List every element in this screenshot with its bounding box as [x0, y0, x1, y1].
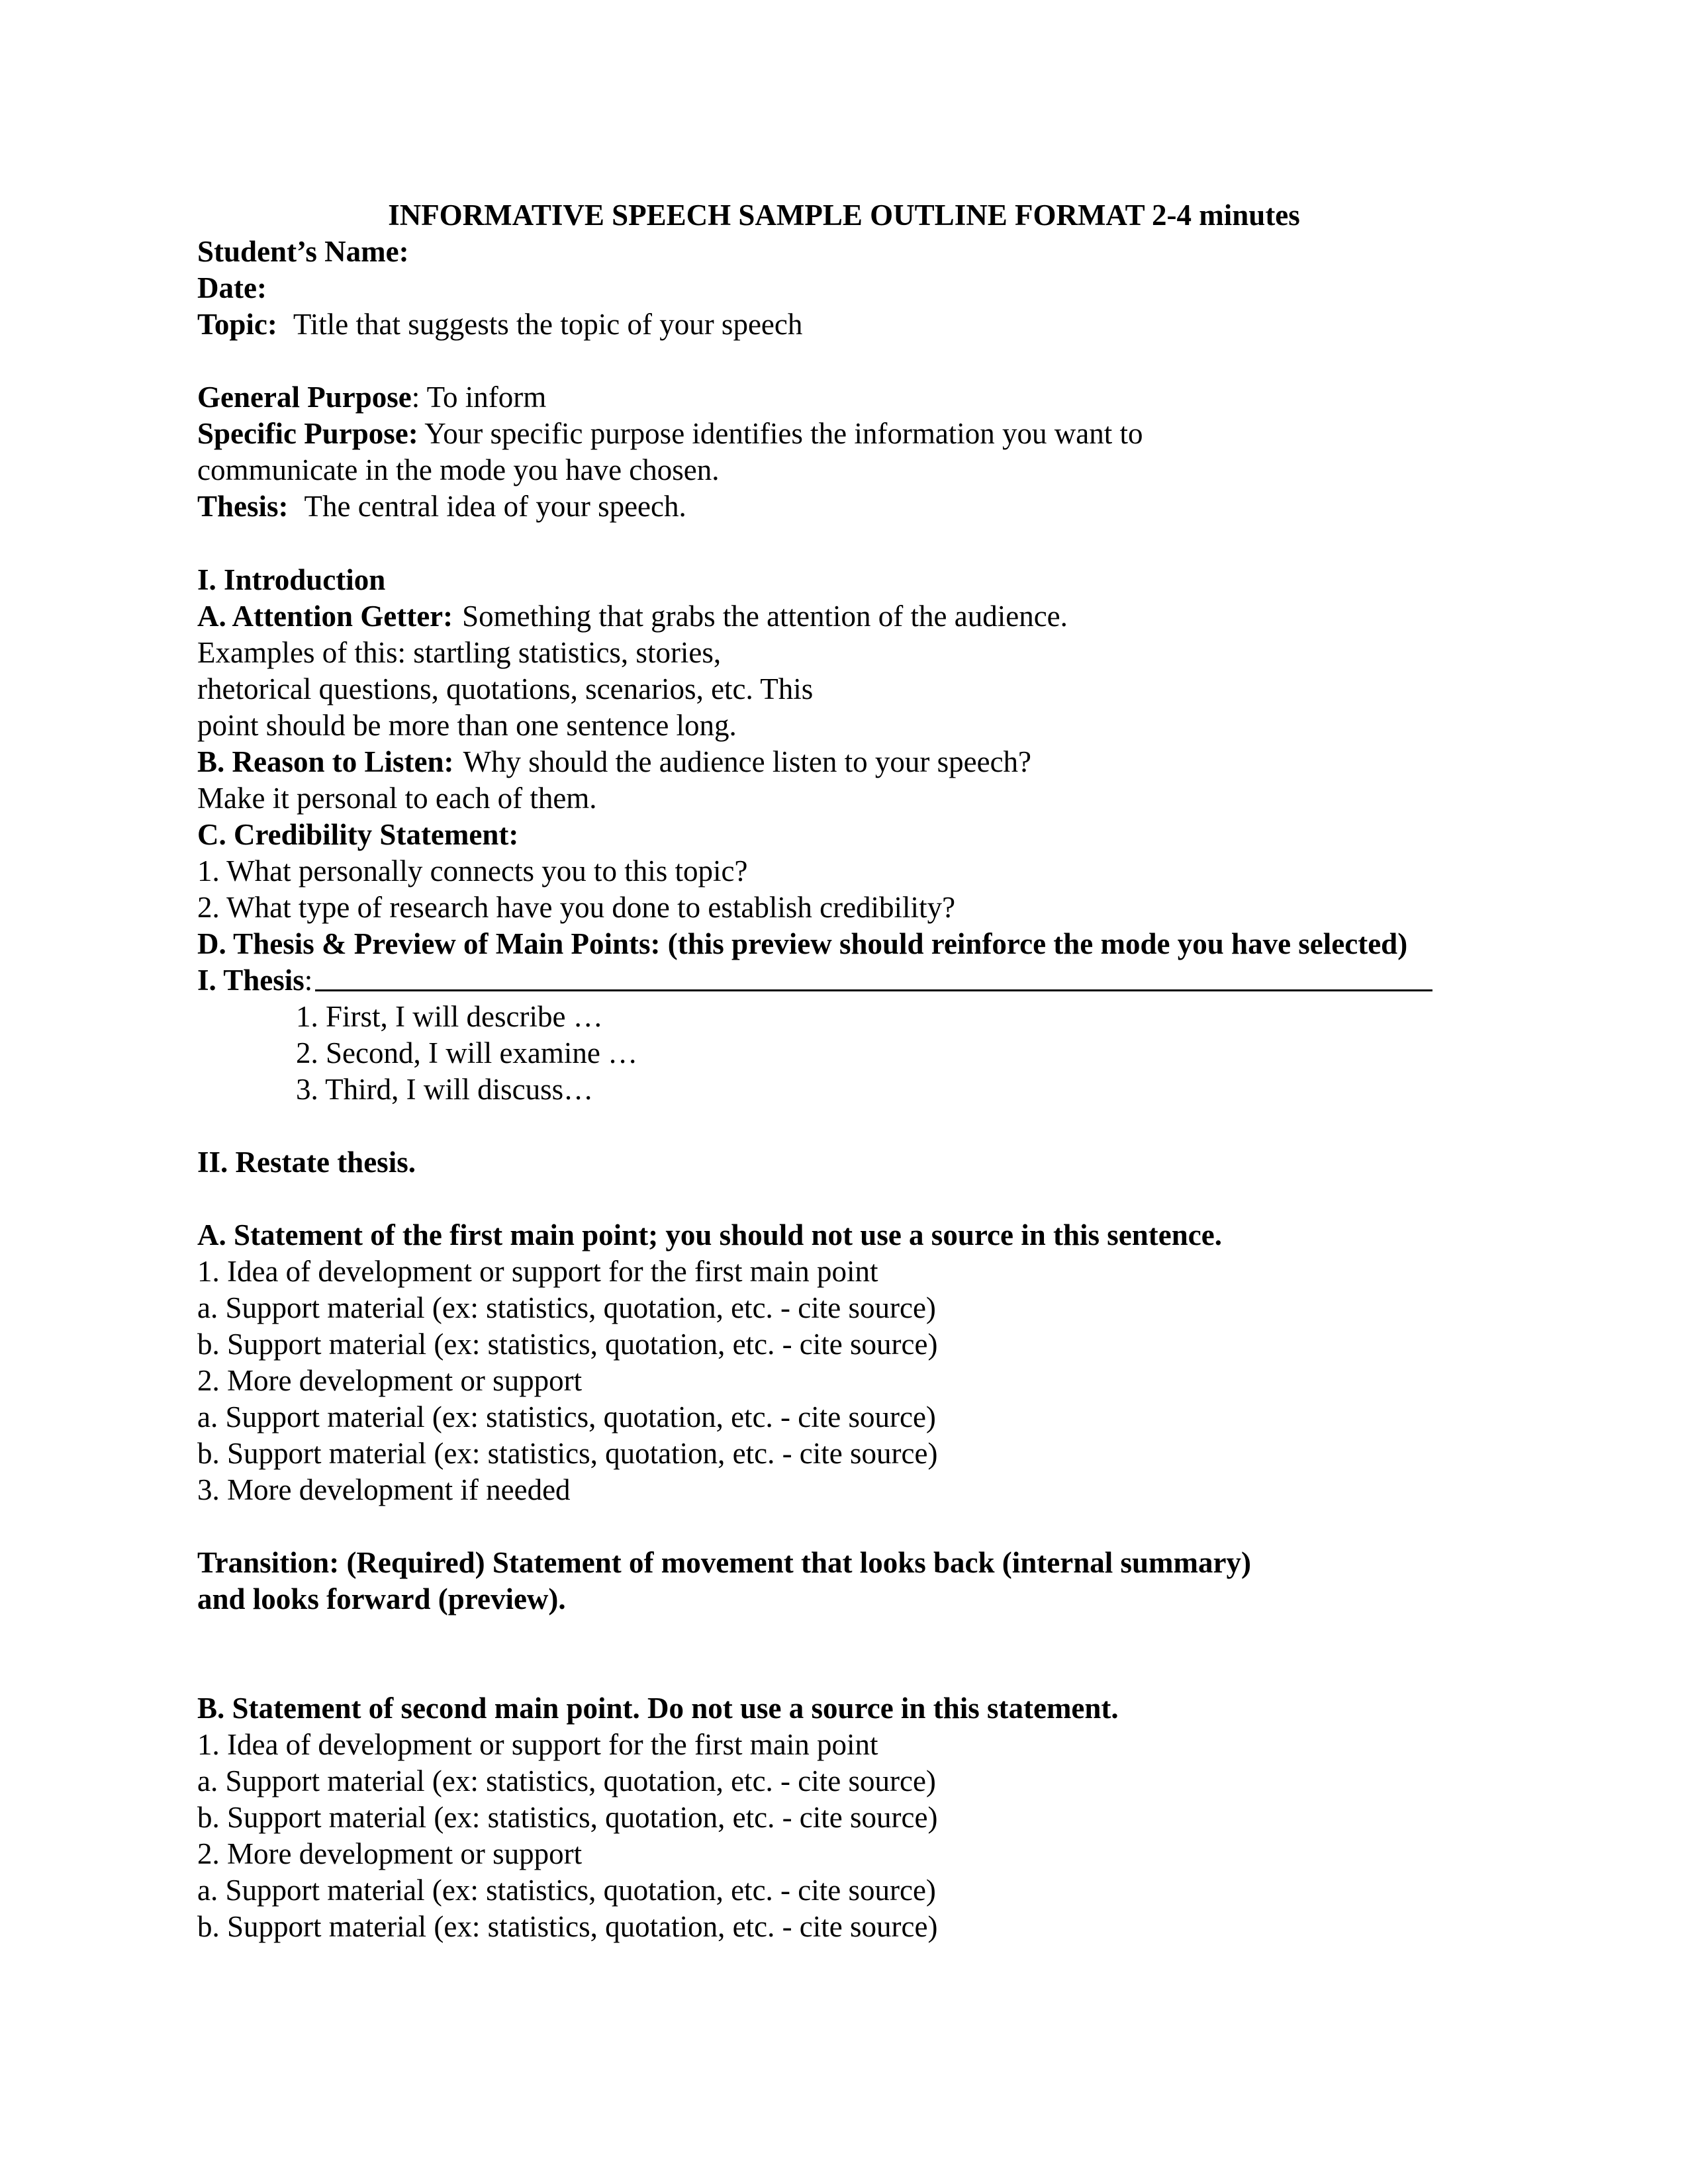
credibility-item-2: 2. What type of research have you done to establish credibility? [197, 891, 956, 924]
topic-line [197, 306, 802, 342]
preview-point-1: 1. First, I will describe … [296, 1000, 603, 1033]
general-purpose-value: : To inform [411, 381, 547, 414]
thesis-line [197, 488, 686, 524]
second-main-point-heading: B. Statement of second main point. Do not use a source in this statement. [197, 1692, 1119, 1725]
thesis-blank-line [197, 962, 1432, 998]
thesis-blank-rule [315, 989, 1432, 991]
attention-getter-label: A. Attention Getter: [197, 600, 453, 633]
reason-to-listen-label: B. Reason to Listen: [197, 745, 454, 778]
credibility-item-1: 1. What personally connects you to this topic? [197, 854, 748, 887]
transition-line-1: Transition: (Required) Statement of movement that looks back (internal summary) [197, 1546, 1251, 1579]
preview-point-2: 2. Second, I will examine … [296, 1036, 638, 1069]
first-point-line-1: 1. Idea of development or support for the first main point [197, 1255, 878, 1288]
first-point-line-7: 3. More development if needed [197, 1473, 571, 1506]
restate-thesis-heading: II. Restate thesis. [197, 1146, 416, 1179]
second-point-line-6: b. Support material (ex: statistics, quotation, etc. - cite source) [197, 1910, 938, 1943]
credibility-statement-label: C. Credibility Statement: [197, 818, 519, 851]
thesis-value: The central idea of your speech. [304, 490, 686, 523]
reason-to-listen-line [197, 744, 1031, 780]
attention-getter-line-3: rhetorical questions, quotations, scenarios, etc. This [197, 672, 814, 705]
date-label: Date: [197, 271, 267, 304]
second-point-line-4: 2. More development or support [197, 1837, 583, 1870]
second-point-line-5: a. Support material (ex: statistics, quotation, etc. - cite source) [197, 1874, 936, 1907]
introduction-heading: I. Introduction [197, 563, 386, 596]
second-point-line-2: a. Support material (ex: statistics, quotation, etc. - cite source) [197, 1764, 936, 1797]
specific-purpose-value: Your specific purpose identifies the information you want to [424, 417, 1143, 450]
student-name-label: Student’s Name: [197, 235, 409, 268]
first-point-line-5: a. Support material (ex: statistics, quotation, etc. - cite source) [197, 1400, 936, 1433]
first-point-line-3: b. Support material (ex: statistics, quotation, etc. - cite source) [197, 1328, 938, 1361]
specific-purpose-label: Specific Purpose: [197, 417, 418, 450]
first-main-point-heading: A. Statement of the first main point; you should not use a source in this sentence. [197, 1218, 1222, 1251]
thesis-preview-label: D. Thesis & Preview of Main Points: (this preview should reinforce the mode you have selected) [197, 927, 1408, 960]
topic-value: Title that suggests the topic of your speech [293, 308, 803, 341]
thesis-label: Thesis: [197, 490, 289, 523]
preview-point-3: 3. Third, I will discuss… [296, 1073, 594, 1106]
second-point-line-3: b. Support material (ex: statistics, quotation, etc. - cite source) [197, 1801, 938, 1834]
attention-getter-line [197, 598, 1068, 634]
thesis-blank-colon: : [304, 964, 313, 997]
thesis-blank-label: I. Thesis [197, 964, 305, 997]
general-purpose-label: General Purpose [197, 381, 412, 414]
general-purpose-line [197, 379, 546, 415]
specific-purpose-line [197, 416, 1143, 451]
reason-to-listen-line-2: Make it personal to each of them. [197, 782, 597, 815]
first-point-line-6: b. Support material (ex: statistics, quotation, etc. - cite source) [197, 1437, 938, 1470]
transition-line-2: and looks forward (preview). [197, 1582, 566, 1615]
attention-getter-line-2: Examples of this: startling statistics, stories, [197, 636, 722, 669]
first-point-line-2: a. Support material (ex: statistics, quotation, etc. - cite source) [197, 1291, 936, 1324]
specific-purpose-continued: communicate in the mode you have chosen. [197, 453, 720, 486]
document-title: INFORMATIVE SPEECH SAMPLE OUTLINE FORMAT 2-4 minutes [388, 199, 1300, 232]
attention-getter-line-4: point should be more than one sentence long. [197, 709, 737, 742]
first-point-line-4: 2. More development or support [197, 1364, 583, 1397]
topic-label: Topic: [197, 308, 277, 341]
second-point-line-1: 1. Idea of development or support for the first main point [197, 1728, 878, 1761]
attention-getter-value: Something that grabs the attention of the audience. [462, 600, 1068, 633]
reason-to-listen-value: Why should the audience listen to your speech? [463, 745, 1032, 778]
